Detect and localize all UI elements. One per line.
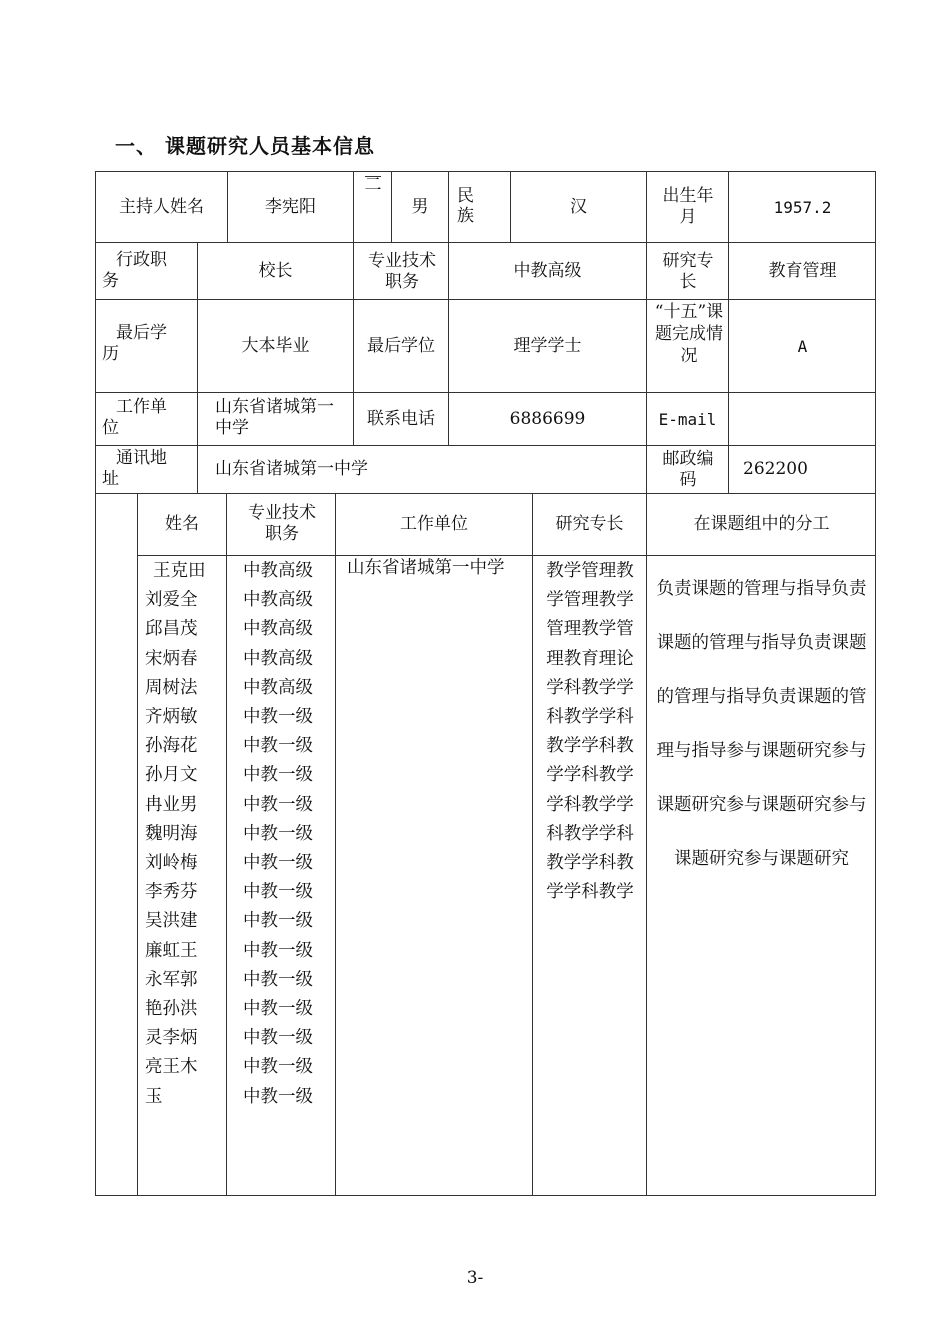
member-title: 中教一级: [243, 853, 313, 874]
member-titles-column: [243, 557, 331, 1112]
email-value: [729, 393, 876, 445]
specialty-value: 教育管理: [768, 260, 837, 281]
member-title: 中教一级: [243, 794, 313, 815]
page-number: 3-: [466, 1268, 484, 1288]
member-name: 亮王木: [145, 1057, 198, 1078]
member-title: 中教一级: [243, 911, 313, 932]
member-title: 中教一级: [243, 940, 313, 961]
member-title: 中教一级: [243, 882, 313, 903]
member-title: 中教一级: [243, 1086, 313, 1107]
birth-label: 出生年月: [662, 186, 714, 227]
member-header-name: 姓名: [165, 514, 199, 534]
member-specialty-text: 教学管理教学管理教学管理教学管理教育理论学科教学学科教学学科教学学科教学学科教学学科教学学科教学学科教学学科教学学科教学: [546, 561, 634, 903]
member-name: 刘爱全: [145, 590, 198, 611]
member-title: 中教一级: [243, 1057, 313, 1078]
phone-value: 6886699: [509, 408, 586, 429]
member-header-role: 在课题组中的分工: [693, 514, 830, 534]
member-names-column: [145, 557, 225, 1112]
birth-value: 1957.2: [773, 197, 832, 217]
member-name: 艳孙洪: [145, 999, 198, 1020]
member-role-text: 负责课题的管理与指导负责课题的管理与指导负责课题的管理与指导负责课题的管理与指导参与课题研究参与课题研究参与课题研究参与课题研究参与课题研究: [656, 579, 867, 869]
member-title: 中教一级: [243, 707, 313, 728]
col-divider: [646, 171, 647, 242]
admin-post-value: 校长: [258, 260, 293, 281]
member-header-specialty: 研究专长: [555, 514, 624, 534]
member-name: 灵李炳: [145, 1028, 198, 1049]
degree-value: 理学学士: [513, 335, 582, 356]
postcode-label: 邮政编码: [662, 449, 714, 490]
member-name: 宋炳春: [145, 648, 198, 669]
tech-title-label: 专业技术职务: [368, 251, 436, 292]
employer-label: 工作单位: [102, 397, 167, 438]
degree-label: 最后学位: [367, 335, 435, 356]
member-name: 王克田: [153, 561, 206, 581]
col-divider: [353, 171, 354, 242]
member-name: 廉虹王: [145, 940, 198, 961]
admin-post-label: 行政职务: [102, 250, 167, 291]
col-divider: [448, 171, 449, 242]
postcode-value: 262200: [743, 459, 808, 479]
member-title: 中教一级: [243, 999, 313, 1020]
member-title: 中教高级: [243, 561, 313, 581]
member-name: 邱昌茂: [145, 619, 198, 640]
member-name: 刘岭梅: [145, 853, 198, 874]
address-label: 通讯地址: [102, 448, 167, 489]
member-name: 永军郭: [145, 969, 198, 990]
specialty-label: 研究专长: [662, 251, 714, 292]
host-name-label: 主持人姓名: [119, 196, 204, 217]
tech-title-value: 中教高级: [513, 260, 582, 281]
col-divider: [335, 493, 336, 1196]
completion-label: “十五”课题完成情况: [654, 302, 724, 366]
ethnicity-value: 汉: [570, 196, 587, 217]
member-title: 中教一级: [243, 823, 313, 844]
host-name-value: 李宪阳: [265, 196, 316, 217]
row-divider: [137, 555, 876, 556]
col-divider: [532, 493, 533, 1196]
ethnicity-label: 民族: [457, 186, 474, 226]
member-name: 冉业男: [145, 794, 198, 815]
member-name: 周树法: [145, 677, 198, 698]
member-name: 魏明海: [145, 823, 198, 844]
member-name: 孙月文: [145, 765, 198, 786]
member-title: 中教一级: [243, 765, 313, 786]
member-name: 吴洪建: [145, 911, 198, 932]
member-employer: 山东省诸城第一中学: [347, 558, 505, 578]
gender-label: 二: [364, 175, 382, 195]
col-divider: [197, 445, 198, 493]
member-title: 中教一级: [243, 1028, 313, 1049]
education-value: 大本毕业: [241, 335, 310, 356]
member-title: 中教高级: [243, 619, 313, 640]
section-title: 一、 课题研究人员基本信息: [115, 134, 375, 158]
address-value: 山东省诸城第一中学: [215, 459, 368, 479]
col-divider: [137, 493, 138, 1196]
gender-value: 男: [411, 196, 429, 217]
member-name: 玉: [145, 1086, 163, 1107]
member-title: 中教高级: [243, 648, 313, 669]
member-header-employer: 工作单位: [400, 514, 468, 534]
col-divider: [226, 493, 227, 1196]
member-title: 中教一级: [243, 736, 313, 757]
phone-label: 联系电话: [367, 408, 435, 429]
education-label: 最后学历: [102, 323, 167, 364]
member-header-title: 专业技术职务: [248, 503, 316, 544]
member-name: 齐炳敏: [145, 707, 198, 728]
member-title: 中教高级: [243, 590, 313, 611]
member-title: 中教高级: [243, 677, 313, 698]
member-name: 孙海花: [145, 736, 198, 757]
email-label: E-mail: [658, 409, 717, 429]
col-divider: [646, 242, 647, 493]
col-divider: [646, 493, 647, 1196]
completion-value: A: [797, 336, 808, 356]
employer-value: 山东省诸城第一中学: [215, 397, 334, 438]
member-name: 李秀芬: [145, 882, 198, 903]
member-title: 中教一级: [243, 969, 313, 990]
